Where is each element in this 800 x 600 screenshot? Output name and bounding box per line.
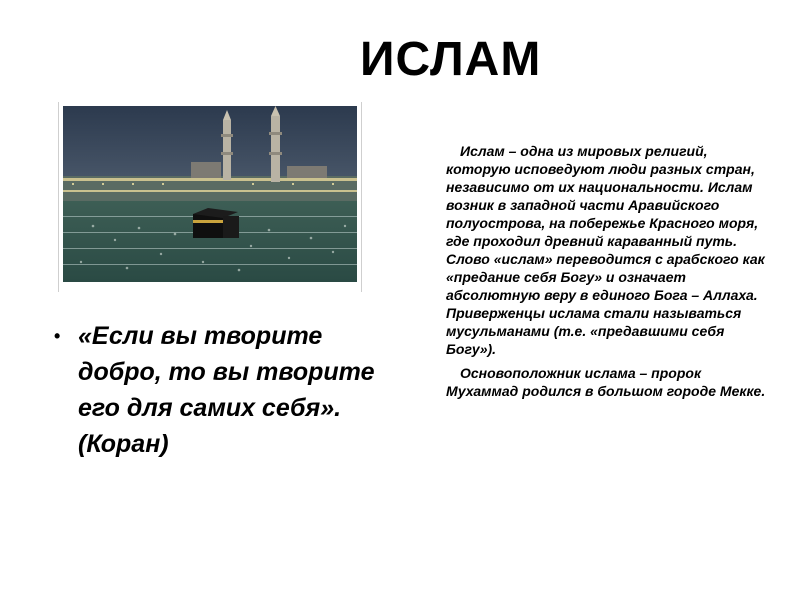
description-text (446, 142, 766, 406)
mecca-photo (58, 102, 362, 292)
mecca-illustration (63, 106, 357, 282)
kaaba (193, 208, 239, 238)
quote-text: «Если вы творите добро, то вы творите его для самих себя». (Коран) (78, 322, 375, 458)
paragraph-islam-origin: Ислам – одна из мировых религий, которую исповедуют люди разных стран, независимо от их национальности. Ислам возник в западной части Аравийского полуострова, на побережье Красного моря, где проходил древний караванный путь. Слово «ислам» переводится с арабского как «предание себя Богу» и означает абсолютную веру в единого Бога – Аллаха. Приверженцы ислама стали называться мусульманами (т.е. «предавшими себя Богу»). (446, 143, 765, 357)
koran-quote (54, 318, 394, 462)
bullet-point: • (54, 326, 61, 346)
paragraph-founder: Основоположник ислама – пророк Мухаммад родился в большом городе Мекке. (446, 365, 766, 399)
slide-title: ИСЛАМ (360, 33, 542, 86)
